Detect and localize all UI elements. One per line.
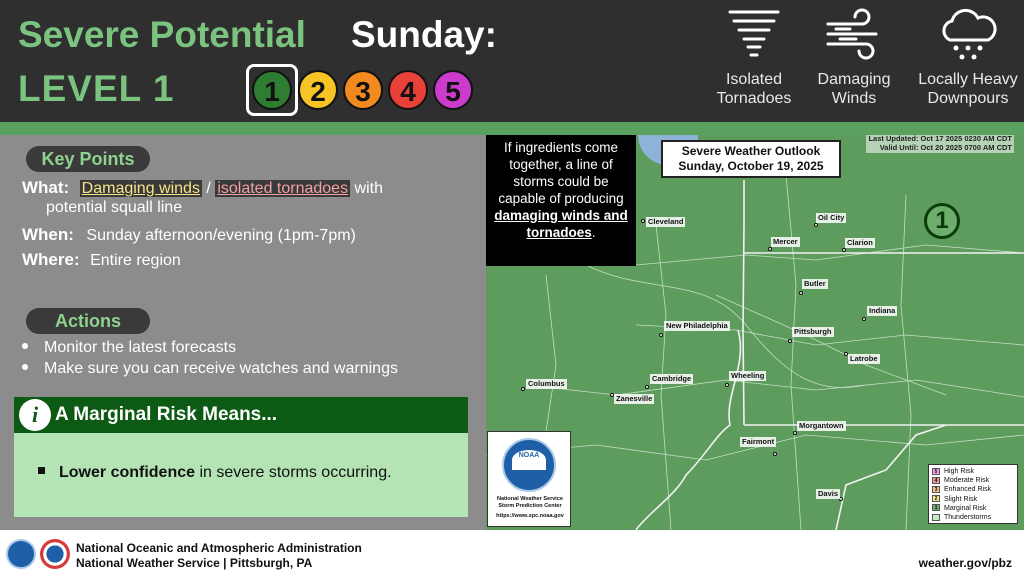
- legend-label: Thunderstorms: [944, 513, 992, 521]
- city-label: New Philadelphia: [666, 321, 728, 330]
- where-label: Where:: [22, 250, 80, 269]
- footer-website: weather.gov/pbz: [918, 556, 1012, 570]
- action-item: [22, 360, 398, 378]
- what-line: [22, 178, 383, 198]
- noaa-logo-icon: [502, 438, 556, 492]
- city-label: Oil City: [818, 213, 845, 222]
- marginal-bold-text: Lower confidence: [59, 464, 196, 481]
- header-bar: [0, 0, 1024, 122]
- marginal-risk-text: [38, 464, 392, 482]
- city-dot: [659, 333, 663, 337]
- legend-row: [932, 513, 1014, 522]
- footer-office: National Weather Service | Pittsburgh, PA: [76, 556, 313, 570]
- what-label: What:: [22, 178, 70, 197]
- city-dot: [645, 385, 649, 389]
- risk-circle-5: 5: [433, 70, 473, 110]
- city-dot: [773, 452, 777, 456]
- footer-agency: National Oceanic and Atmospheric Administration: [76, 541, 362, 555]
- where-line: [22, 250, 181, 270]
- city-dot: [788, 339, 792, 343]
- when-line: [22, 225, 356, 245]
- callout-period: .: [591, 225, 596, 240]
- hazard-tornadoes-line2: Tornadoes: [716, 90, 792, 107]
- spc-caption-url: https://www.spc.noaa.gov: [496, 513, 564, 519]
- spc-logo-box: [487, 431, 571, 527]
- bullet-dot: [22, 364, 28, 370]
- square-bullet: [38, 467, 45, 474]
- legend-row: [932, 495, 1014, 504]
- tornado-icon: [724, 6, 784, 64]
- actions-heading: Actions: [26, 308, 150, 334]
- city-dot: [725, 383, 729, 387]
- spc-caption: [488, 496, 572, 520]
- city-label: Wheeling: [731, 371, 765, 380]
- legend-label: Slight Risk: [944, 495, 978, 503]
- city-label: Cleveland: [648, 217, 684, 226]
- what-separator: /: [206, 180, 211, 197]
- legend-label: Enhanced Risk: [944, 486, 992, 494]
- legend-label: Moderate Risk: [944, 477, 990, 485]
- city-dot: [799, 291, 803, 295]
- outlook-title-box: [661, 140, 841, 178]
- what-rest: with: [354, 180, 383, 197]
- legend-swatch: 2: [932, 495, 940, 502]
- header-divider: [0, 122, 1024, 135]
- legend-label: Marginal Risk: [944, 504, 987, 512]
- city-dot: [768, 247, 772, 251]
- city-label: Cambridge: [652, 374, 692, 383]
- risk-circle-3: 3: [343, 70, 383, 110]
- noaa-logo-text: NOAA: [518, 452, 540, 459]
- risk-legend: [928, 464, 1018, 524]
- map-risk-marker: 1: [924, 203, 960, 239]
- title-day: Sunday:: [351, 14, 497, 55]
- marginal-risk-title: A Marginal Risk Means...: [55, 404, 278, 425]
- action-item-text: Monitor the latest forecasts: [44, 339, 237, 356]
- outlook-title: Severe Weather Outlook: [681, 144, 821, 158]
- where-value: Entire region: [90, 252, 181, 269]
- what-line-2: potential squall line: [46, 199, 183, 216]
- city-label: Pittsburgh: [794, 327, 832, 336]
- city-label: Davis: [818, 489, 839, 498]
- legend-row: [932, 485, 1014, 494]
- legend-label: High Risk: [944, 468, 974, 475]
- city-dot: [641, 219, 645, 223]
- storm-callout: [486, 135, 636, 266]
- hazard-tornadoes-line1: Isolated: [725, 71, 783, 88]
- hazard-downpours: [914, 6, 1022, 108]
- hazard-winds-line2: Winds: [831, 90, 877, 107]
- wind-icon: [822, 6, 886, 64]
- isolated-tornadoes-highlight: isolated tornadoes: [217, 180, 349, 197]
- risk-circle-4: 4: [388, 70, 428, 110]
- hazard-downpours-line2: Downpours: [927, 90, 1009, 107]
- city-dot: [862, 317, 866, 321]
- city-dot: [521, 387, 525, 391]
- marginal-risk-header: [14, 397, 468, 433]
- callout-text: If ingredients come together, a line of storms could be capable of producing: [498, 140, 624, 206]
- city-label: Butler: [804, 279, 826, 288]
- action-item: [22, 339, 236, 357]
- action-item-text: Make sure you can receive watches and warnings: [44, 360, 398, 377]
- marginal-rest-text: in severe storms occurring.: [199, 464, 392, 481]
- marginal-risk-body: [14, 433, 468, 517]
- legend-row: [932, 467, 1014, 476]
- risk-circle-1: 1: [252, 70, 292, 110]
- outlook-map: [486, 135, 1024, 530]
- city-label: Mercer: [773, 237, 798, 246]
- risk-circle-2: 2: [298, 70, 338, 110]
- city-label: Zanesville: [616, 394, 653, 403]
- key-points-heading: Key Points: [26, 146, 150, 172]
- info-icon: i: [19, 399, 51, 431]
- risk-level-text: LEVEL 1: [18, 68, 175, 109]
- valid-until: Valid Until: Oct 20 2025 0700 AM CDT: [879, 143, 1012, 152]
- city-label: Fairmont: [742, 437, 775, 446]
- bullet-dot: [22, 343, 28, 349]
- legend-swatch: 4: [932, 477, 940, 484]
- when-label: When:: [22, 225, 74, 244]
- noaa-footer-logo-icon: [6, 539, 36, 569]
- hazard-winds-line1: Damaging: [817, 71, 891, 88]
- callout-bold-text: damaging winds and tornadoes: [494, 208, 628, 240]
- nws-footer-logo-icon: [40, 539, 70, 569]
- update-times: [866, 135, 1014, 153]
- city-label: Morgantown: [799, 421, 844, 430]
- rain-cloud-icon: [936, 6, 1000, 64]
- city-label: Clarion: [847, 238, 873, 247]
- risk-scale: [246, 64, 486, 116]
- spc-caption-line2: Storm Prediction Center: [498, 503, 562, 509]
- outlook-date: Sunday, October 19, 2025: [678, 159, 824, 173]
- damaging-winds-highlight: Damaging winds: [81, 180, 200, 197]
- when-value: Sunday afternoon/evening (1pm-7pm): [86, 227, 356, 244]
- legend-swatch: 5: [932, 468, 940, 475]
- legend-swatch: 3: [932, 486, 940, 493]
- legend-row: [932, 476, 1014, 485]
- footer-bar: [0, 530, 1024, 576]
- last-updated: Last Updated: Oct 17 2025 0230 AM CDT: [868, 135, 1012, 143]
- city-label: Latrobe: [850, 354, 878, 363]
- city-label: Columbus: [528, 379, 565, 388]
- city-label: Indiana: [869, 306, 896, 315]
- city-dot: [842, 248, 846, 252]
- hazard-tornadoes: [702, 6, 806, 108]
- legend-row: [932, 504, 1014, 513]
- hazard-downpours-line1: Locally Heavy: [918, 71, 1018, 88]
- legend-swatch: 1: [932, 504, 940, 511]
- city-dot: [793, 431, 797, 435]
- legend-swatch: [932, 514, 940, 521]
- hazard-winds: [802, 6, 906, 108]
- city-dot: [814, 223, 818, 227]
- title-severe-potential: Severe Potential: [18, 14, 306, 55]
- spc-caption-line1: National Weather Service: [497, 496, 563, 502]
